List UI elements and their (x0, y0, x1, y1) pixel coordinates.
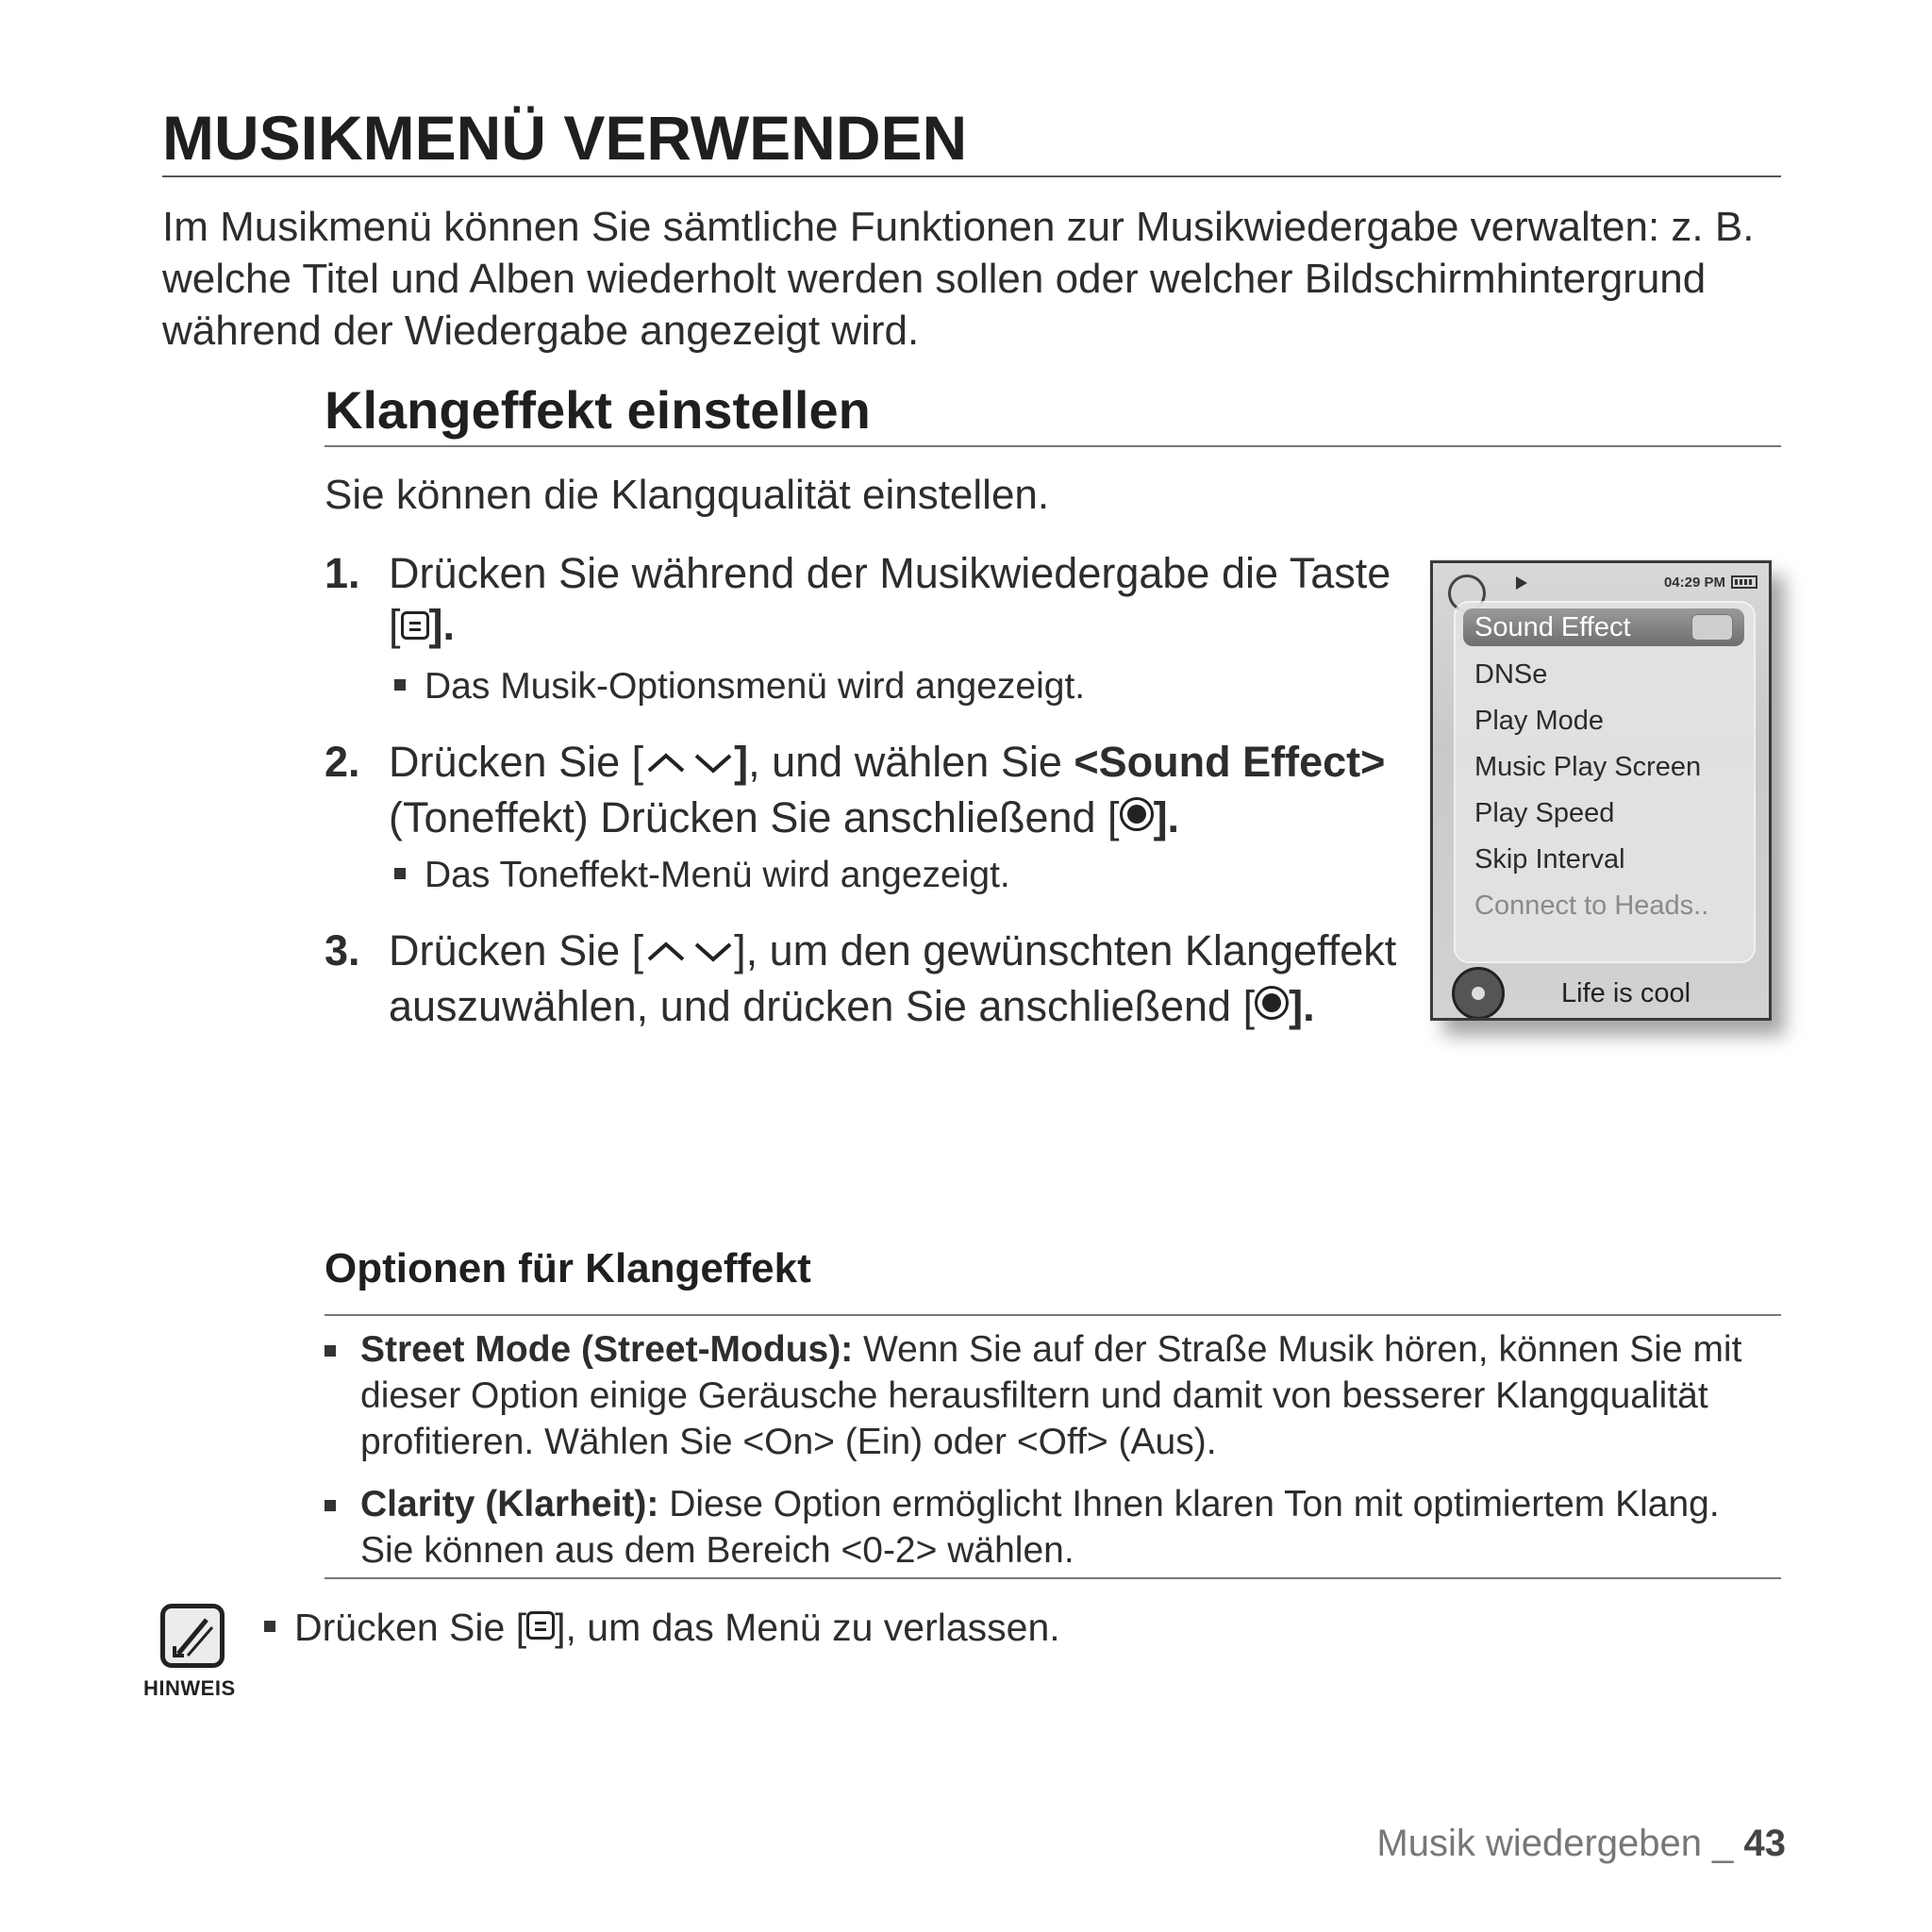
step-text: Drücken Sie [ ], und wählen Sie <Sound Effect> (Toneffekt) Drücken Sie anschließend [ ]. (389, 736, 1407, 846)
step-text: Drücken Sie [ ], um den gewünschten Klangeffekt auszuwählen, und drücken Sie anschließend [ ]. (389, 924, 1407, 1035)
bullet-icon (325, 1345, 336, 1357)
sound-effect-icon (1691, 614, 1733, 641)
up-down-keys-icon (643, 736, 734, 788)
option-clarity: Clarity (Klarheit): Diese Option ermöglicht Ihnen klaren Ton mit optimiertem Klang. Sie können aus dem Bereich <0-2> wählen. (325, 1481, 1777, 1575)
bullet-icon (394, 679, 406, 691)
option-street-mode: Street Mode (Street-Modus): Wenn Sie auf der Straße Musik hören, können Sie mit dieser Option einige Geräusche herausfiltern und damit von besserer Klangqualität profitieren. Wählen Sie <On> (Ein) oder <Off> (Aus). (325, 1326, 1777, 1468)
bullet-icon (264, 1621, 275, 1632)
step-2 (325, 736, 1400, 849)
step-1-note: Das Musik-Optionsmenü wird angezeigt. (394, 666, 1085, 708)
now-playing-title: Life is cool (1561, 978, 1691, 1008)
title-rule (162, 175, 1781, 177)
ok-key-icon (1255, 979, 1289, 1031)
page-footer (1376, 1823, 1786, 1865)
device-options-menu (1456, 603, 1754, 961)
menu-item-dnse[interactable]: DNSe (1474, 659, 1548, 690)
play-icon (1516, 576, 1527, 590)
bullet-icon (394, 868, 406, 879)
step-number: 1. (325, 549, 360, 597)
ok-key-icon (1120, 791, 1154, 842)
up-down-keys-icon (643, 924, 734, 976)
section-rule (325, 445, 1781, 447)
section-title: Klangeffekt einstellen (325, 380, 871, 440)
step-number: 2. (325, 738, 360, 786)
step-number: 3. (325, 926, 360, 974)
step-1 (325, 547, 1400, 660)
options-top-rule (325, 1314, 1781, 1316)
device-screenshot (1430, 560, 1772, 1021)
menu-key-icon (401, 599, 429, 651)
options-bottom-rule (325, 1577, 1781, 1579)
intro-paragraph: Im Musikmenü können Sie sämtliche Funktionen zur Musikwiedergabe verwalten: z. B. welche Titel und Alben wiederholt werden sollen oder welcher Bildschirmhintergrund während der Wiedergabe angezeigt wird. (162, 204, 1755, 354)
menu-item-play-speed[interactable]: Play Speed (1474, 798, 1615, 828)
step-text: Drücken Sie während der Musikwiedergabe die Taste [ ]. (389, 549, 1391, 649)
device-clock: 04:29 PM (1663, 575, 1725, 591)
options-title: Optionen für Klangeffekt (325, 1245, 811, 1291)
step-3 (325, 924, 1400, 1085)
note-text: Drücken Sie [ ], um das Menü zu verlassen. (264, 1606, 1060, 1653)
menu-item-skip-interval[interactable]: Skip Interval (1474, 844, 1625, 874)
menu-item-music-play-screen[interactable]: Music Play Screen (1474, 752, 1702, 782)
page-title: MUSIKMENÜ VERWENDEN (162, 103, 968, 173)
section-lead: Sie können die Klangqualität einstellen. (325, 472, 1050, 518)
disc-icon (1452, 967, 1505, 1020)
page-number: 43 (1743, 1823, 1786, 1864)
menu-item-connect-to-headset: Connect to Heads.. (1474, 891, 1709, 921)
bullet-icon (325, 1500, 336, 1511)
footer-section: Musik wiedergeben _ (1376, 1823, 1744, 1864)
note-label: HINWEIS (143, 1676, 236, 1700)
battery-icon (1731, 575, 1757, 589)
step-2-note: Das Toneffekt-Menü wird angezeigt. (394, 855, 1010, 896)
menu-key-icon (526, 1605, 555, 1649)
menu-item-sound-effect[interactable]: Sound Effect (1463, 608, 1744, 646)
menu-item-play-mode[interactable]: Play Mode (1474, 706, 1605, 736)
note-pencil-icon (160, 1604, 225, 1668)
